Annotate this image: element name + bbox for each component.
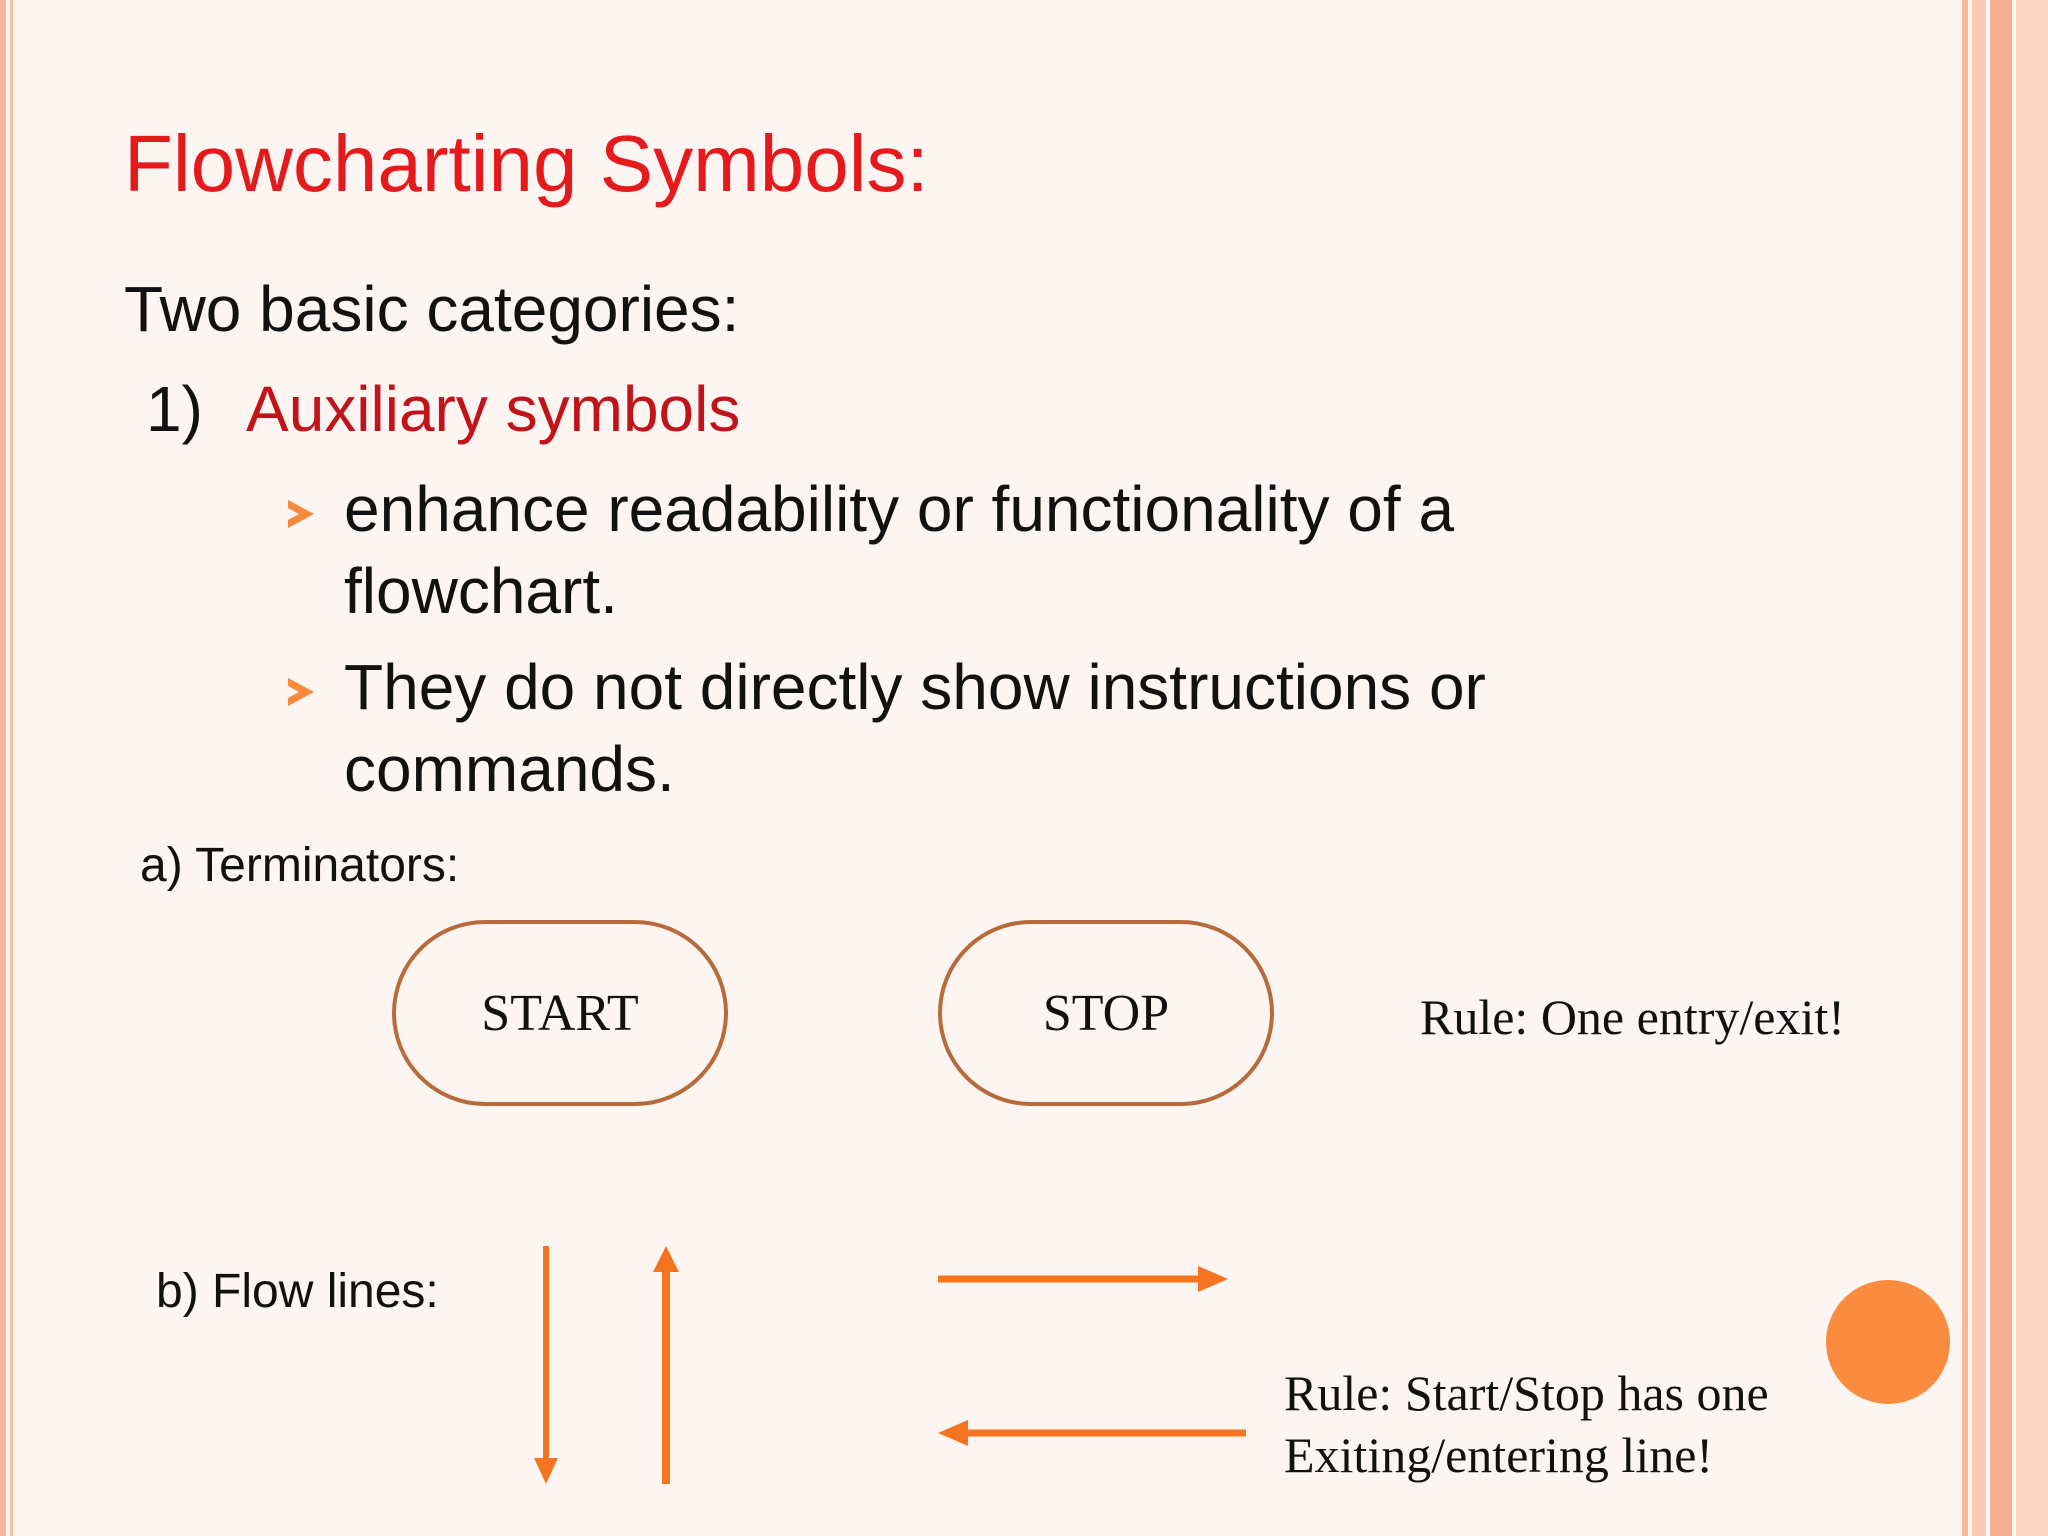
flow-lines-rule-line: Exiting/entering line! xyxy=(1284,1427,1714,1483)
bullet-line: commands. xyxy=(344,733,675,805)
slide-title: Flowcharting Symbols: xyxy=(124,119,929,208)
down-arrow-icon xyxy=(534,1246,558,1484)
bullet-line: They do not directly show instructions or xyxy=(344,651,1486,723)
start-terminator-label: START xyxy=(481,984,639,1042)
category-number: 1) xyxy=(146,373,203,445)
left-arrow-icon xyxy=(938,1420,1246,1446)
right-arrow-icon xyxy=(938,1266,1228,1292)
up-arrow-icon xyxy=(653,1246,679,1484)
category-label: Auxiliary symbols xyxy=(246,373,741,445)
flow-lines-heading: b) Flow lines: xyxy=(156,1265,439,1318)
flow-lines-rule-line: Rule: Start/Stop has one xyxy=(1284,1365,1769,1421)
bullet-line: enhance readability or functionality of a xyxy=(344,473,1455,545)
intro-text: Two basic categories: xyxy=(124,273,740,345)
orange-circle-decoration xyxy=(1826,1280,1950,1404)
terminators-heading: a) Terminators: xyxy=(140,839,460,892)
flow-lines-rule-text xyxy=(1284,1362,1769,1486)
stop-terminator-label: STOP xyxy=(1042,984,1170,1042)
bullet-line: flowchart. xyxy=(344,555,618,627)
terminator-rule-text: Rule: One entry/exit! xyxy=(1420,989,1845,1045)
